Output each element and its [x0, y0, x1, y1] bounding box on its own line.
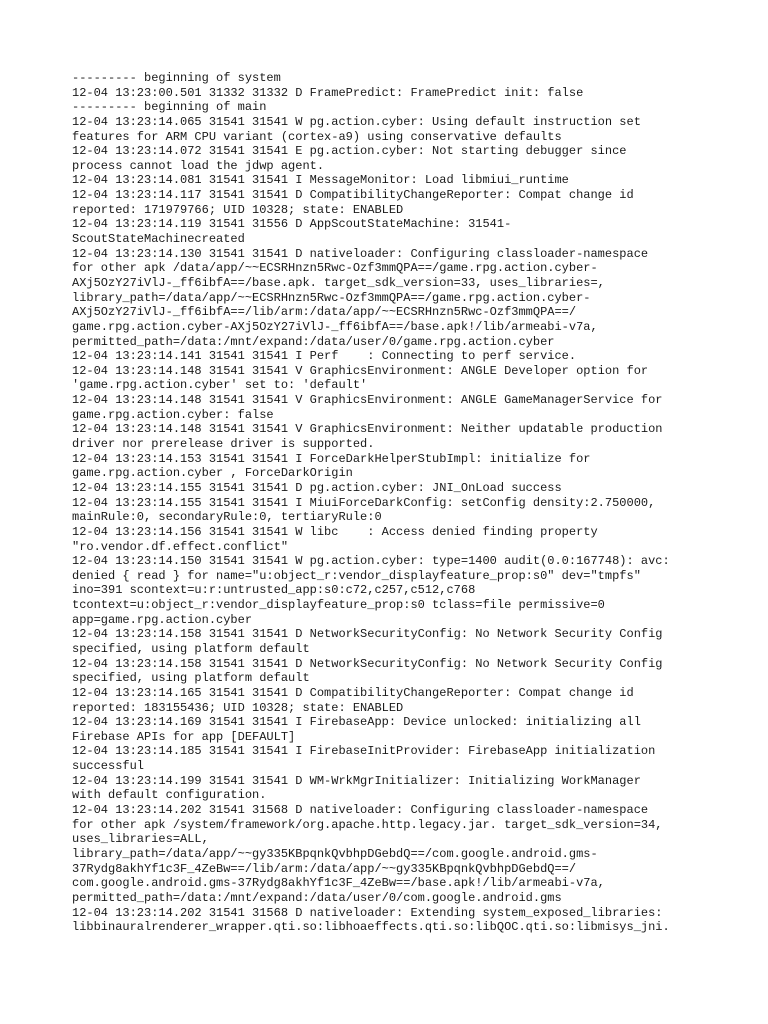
- log-line: 12-04 13:23:14.199 31541 31541 D WM-WrkMgrInitializer: Initializing WorkManager: [72, 773, 641, 788]
- log-line: game.rpg.action.cyber-AXj5OzY27iVlJ-_ff6ibfA==/base.apk!/lib/armeabi-v7a,: [72, 319, 598, 334]
- log-line: com.google.android.gms-37Rydg8akhYf1c3F_4ZeBw==/base.apk!/lib/armeabi-v7a,: [72, 876, 605, 891]
- log-line: process cannot load the jdwp agent.: [72, 158, 325, 173]
- log-line: library_path=/data/app/~~gy335KBpqnkQvbhpDGebdQ==/com.google.android.gms-: [72, 846, 598, 861]
- log-line: AXj5OzY27iVlJ-_ff6ibfA==/base.apk. target_sdk_version=33, uses_libraries=,: [72, 275, 605, 290]
- log-line: 12-04 13:23:14.156 31541 31541 W libc : Access denied finding property: [72, 524, 598, 539]
- log-line: ScoutStateMachinecreated: [72, 232, 245, 247]
- log-line: permitted_path=/data:/mnt/expand:/data/user/0/game.rpg.action.cyber: [72, 334, 555, 349]
- log-line: mainRule:0, secondaryRule:0, tertiaryRule:0: [72, 510, 382, 525]
- log-line: --------- beginning of system: [72, 71, 281, 85]
- log-line: 12-04 13:23:14.130 31541 31541 D nativeloader: Configuring classloader-namespace: [72, 246, 649, 261]
- log-line: 12-04 13:23:14.065 31541 31541 W pg.action.cyber: Using default instruction set: [72, 114, 641, 129]
- log-line: AXj5OzY27iVlJ-_ff6ibfA==/lib/arm:/data/app/~~ECSRHnzn5Rwc-Ozf3mmQPA==/: [72, 305, 577, 320]
- log-line: uses_libraries=ALL,: [72, 832, 209, 847]
- log-line: 12-04 13:23:14.072 31541 31541 E pg.action.cyber: Not starting debugger since: [72, 144, 627, 159]
- log-line: specified, using platform default: [72, 671, 310, 686]
- log-line: 12-04 13:23:14.153 31541 31541 I ForceDarkHelperStubImpl: initialize for: [72, 451, 591, 466]
- log-line: successful: [72, 759, 145, 774]
- log-line: reported: 171979766; UID 10328; state: ENABLED: [72, 202, 404, 217]
- log-line: specified, using platform default: [72, 641, 310, 656]
- log-line: driver nor prerelease driver is supported.: [72, 437, 375, 452]
- log-line: 12-04 13:23:14.158 31541 31541 D NetworkSecurityConfig: No Network Security Config: [72, 627, 663, 642]
- log-line: reported: 183155436; UID 10328; state: ENABLED: [72, 700, 404, 715]
- log-line: 12-04 13:23:14.141 31541 31541 I Perf : Connecting to perf service.: [72, 349, 577, 364]
- log-line: game.rpg.action.cyber , ForceDarkOrigin: [72, 466, 353, 481]
- log-line: 12-04 13:23:14.119 31541 31556 D AppScoutStateMachine: 31541-: [72, 217, 512, 232]
- log-line: 'game.rpg.action.cyber' set to: 'default': [72, 378, 368, 393]
- log-line: game.rpg.action.cyber: false: [72, 407, 274, 422]
- log-line: 12-04 13:23:14.202 31541 31568 D nativeloader: Extending system_exposed_libraries:: [72, 905, 663, 920]
- log-line: features for ARM CPU variant (cortex-a9) using conservative defaults: [72, 129, 562, 144]
- log-line: 12-04 13:23:14.081 31541 31541 I MessageMonitor: Load libmiui_runtime: [72, 173, 569, 188]
- log-line: 12-04 13:23:14.155 31541 31541 I MiuiForceDarkConfig: setConfig density:2.750000,: [72, 495, 656, 510]
- log-line: 12-04 13:23:14.148 31541 31541 V GraphicsEnvironment: ANGLE Developer option for: [72, 363, 649, 378]
- log-line: for other apk /system/framework/org.apache.http.legacy.jar. target_sdk_version=34,: [72, 817, 663, 832]
- log-line: 12-04 13:23:14.185 31541 31541 I FirebaseInitProvider: FirebaseApp initialization: [72, 744, 656, 759]
- log-line: --------- beginning of main: [72, 100, 267, 115]
- log-text-block: [72, 71, 712, 935]
- log-line: 12-04 13:23:14.148 31541 31541 V GraphicsEnvironment: ANGLE GameManagerService for: [72, 393, 663, 408]
- log-line: tcontext=u:object_r:vendor_displayfeature_prop:s0 tclass=file permissive=0: [72, 598, 605, 613]
- log-line: 12-04 13:23:14.148 31541 31541 V GraphicsEnvironment: Neither updatable production: [72, 422, 663, 437]
- log-line: ino=391 scontext=u:r:untrusted_app:s0:c72,c257,c512,c768: [72, 583, 476, 598]
- log-line: 12-04 13:23:14.169 31541 31541 I FirebaseApp: Device unlocked: initializing all: [72, 715, 641, 730]
- log-line: 12-04 13:23:14.117 31541 31541 D CompatibilityChangeReporter: Compat change id: [72, 188, 634, 203]
- log-line: 12-04 13:23:14.150 31541 31541 W pg.action.cyber: type=1400 audit(0.0:167748): avc:: [72, 554, 670, 569]
- log-line: 37Rydg8akhYf1c3F_4ZeBw==/lib/arm:/data/app/~~gy335KBpqnkQvbhpDGebdQ==/: [72, 861, 577, 876]
- log-line: "ro.vendor.df.effect.conflict": [72, 539, 289, 554]
- log-line: library_path=/data/app/~~ECSRHnzn5Rwc-Ozf3mmQPA==/game.rpg.action.cyber-: [72, 290, 591, 305]
- log-line: Firebase APIs for app [DEFAULT]: [72, 729, 296, 744]
- log-line: 12-04 13:23:14.202 31541 31568 D nativeloader: Configuring classloader-namespace: [72, 803, 649, 818]
- log-line: denied { read } for name="u:object_r:vendor_displayfeature_prop:s0" dev="tmpfs": [72, 568, 641, 583]
- log-line: permitted_path=/data:/mnt/expand:/data/user/0/com.google.android.gms: [72, 890, 562, 905]
- log-line: 12-04 13:23:14.155 31541 31541 D pg.action.cyber: JNI_OnLoad success: [72, 480, 562, 495]
- log-line: 12-04 13:23:00.501 31332 31332 D FramePredict: FramePredict init: false: [72, 85, 584, 100]
- log-line: for other apk /data/app/~~ECSRHnzn5Rwc-Ozf3mmQPA==/game.rpg.action.cyber-: [72, 261, 598, 276]
- log-line: with default configuration.: [72, 788, 267, 803]
- log-line: app=game.rpg.action.cyber: [72, 612, 253, 627]
- log-line: libbinauralrenderer_wrapper.qti.so:libhoaeffects.qti.so:libQOC.qti.so:libmisys_jni.: [72, 920, 670, 935]
- log-line: 12-04 13:23:14.158 31541 31541 D NetworkSecurityConfig: No Network Security Config: [72, 656, 663, 671]
- log-line: 12-04 13:23:14.165 31541 31541 D CompatibilityChangeReporter: Compat change id: [72, 685, 634, 700]
